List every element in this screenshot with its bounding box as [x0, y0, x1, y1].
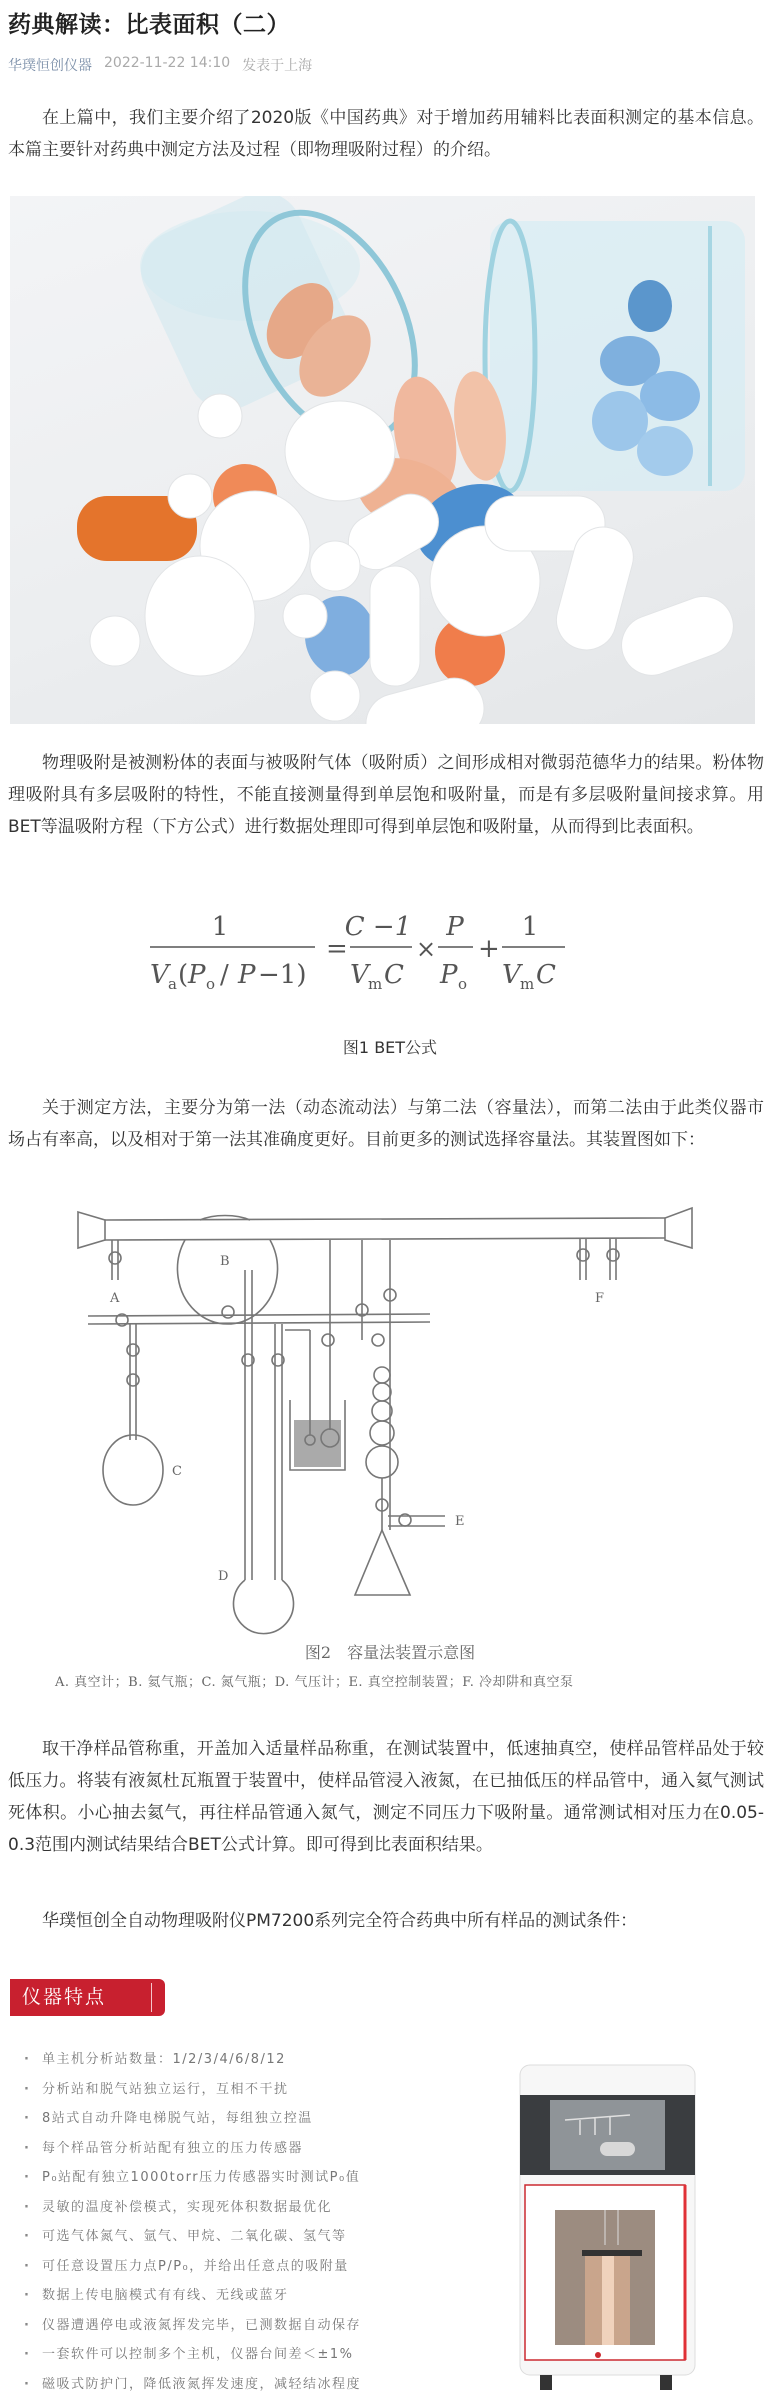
- feature-item: · 仪器遭遇停电或液氮挥发完毕，已测数据自动保存: [20, 2311, 480, 2341]
- svg-text:−1): −1): [258, 960, 306, 990]
- svg-text:P: P: [445, 912, 464, 942]
- figure2-legend: A. 真空计；B. 氦气瓶；C. 氮气瓶；D. 气压计；E. 真空控制装置；F. 冷却阱和真空泵: [55, 1671, 573, 1690]
- feature-item: · 一套软件可以控制多个主机，仪器台间差＜±1%: [20, 2340, 480, 2370]
- physisorption-analyzer-illustration: [510, 2050, 710, 2393]
- instrument-photo: [510, 2050, 710, 2393]
- feature-item: · 单主机分析站数量：1/2/3/4/6/8/12: [20, 2045, 480, 2075]
- features-banner-label: 仪器特点: [22, 1986, 106, 2008]
- procedure-paragraph: 取干净样品管称重，开盖加入适量样品称重，在测试装置中，低速抽真空，使样品管样品处于较低压力。将装有液氮杜瓦瓶置于装置中，使样品管浸入液氮，在已抽低压的样品管中，通入氦气测试死体积。小心抽去氦气，再往样品管通入氮气，测定不同压力下吸附量。通常测试相对压力在0.05-0.3范围内测试结果结合BET公式计算。即可得到比表面积结果。: [8, 1733, 764, 1861]
- method-paragraph: 关于测定方法，主要分为第一法（动态流动法）与第二法（容量法），而第二法由于此类仪器市场占有率高，以及相对于第一法其准确度更好。目前更多的测试选择容量法。其装置图如下：: [8, 1092, 764, 1156]
- svg-text:=: =: [326, 934, 348, 964]
- svg-text:V: V: [502, 960, 523, 990]
- adsorption-paragraph: 物理吸附是被测粉体的表面与被吸附气体（吸附质）之间形成相对微弱范德华力的结果。粉体物理吸附具有多层吸附的特性，不能直接测量得到单层饱和吸附量，而是有多层吸附量间接求算。用BET等温吸附方程（下方公式）进行数据处理即可得到单层饱和吸附量，从而得到比表面积。: [8, 747, 764, 843]
- feature-item: · 数据上传电脑模式有有线、无线或蓝牙: [20, 2281, 480, 2311]
- feature-item: · 8站式自动升降电梯脱气站，每组独立控温: [20, 2104, 480, 2134]
- features-banner: [10, 1979, 165, 2016]
- svg-text:A: A: [109, 1291, 120, 1306]
- svg-text:C: C: [172, 1464, 182, 1479]
- svg-text:V: V: [150, 960, 171, 990]
- svg-text:+: +: [478, 934, 500, 964]
- svg-text:P: P: [187, 960, 206, 990]
- svg-text:P: P: [237, 960, 256, 990]
- author-link[interactable]: 华璞恒创仪器: [8, 55, 92, 75]
- feature-item: · 分析站和脱气站独立运行，互相不干扰: [20, 2075, 480, 2105]
- svg-text:P: P: [439, 960, 458, 990]
- article-meta: [8, 55, 312, 75]
- svg-text:1: 1: [212, 912, 229, 942]
- publish-datetime: 2022-11-22 14:10: [104, 55, 230, 75]
- bet-formula: [130, 905, 580, 995]
- intro-paragraph: 在上篇中，我们主要介绍了2020版《中国药典》对于增加药用辅料比表面积测定的基本信息。本篇主要针对药典中测定方法及过程（即物理吸附过程）的介绍。: [8, 102, 764, 166]
- svg-text:m: m: [368, 975, 382, 993]
- svg-text:(: (: [178, 960, 188, 990]
- volumetric-apparatus-diagram: [60, 1200, 710, 1680]
- bet-equation-graphic: [130, 905, 580, 995]
- feature-item: · 灵敏的温度补偿模式，实现死体积数据最优化: [20, 2193, 480, 2223]
- feature-item: · 每个样品管分析站配有独立的压力传感器: [20, 2134, 480, 2164]
- feature-item: · 可任意设置压力点P/P₀，并给出任意点的吸附量: [20, 2252, 480, 2282]
- svg-text:C −1: C −1: [345, 912, 412, 942]
- pills-illustration: [10, 196, 755, 724]
- pills-photo: [10, 196, 755, 724]
- article-title: 药典解读：比表面积（二）: [8, 6, 290, 39]
- svg-text:m: m: [520, 975, 534, 993]
- figure2-caption: 图2 容量法装置示意图: [0, 1640, 780, 1663]
- product-paragraph: 华璞恒创全自动物理吸附仪PM7200系列完全符合药典中所有样品的测试条件：: [8, 1905, 764, 1937]
- figure1-caption: 图1 BET公式: [0, 1035, 780, 1058]
- svg-text:o: o: [458, 975, 467, 993]
- svg-text:/: /: [220, 960, 229, 990]
- svg-text:E: E: [455, 1514, 465, 1529]
- feature-item: · P₀站配有独立1000torr压力传感器实时测试P₀值: [20, 2163, 480, 2193]
- svg-text:×: ×: [416, 935, 436, 963]
- banner-notch-decoration: [151, 1983, 153, 2012]
- svg-text:C: C: [384, 960, 404, 990]
- svg-text:D: D: [218, 1569, 228, 1584]
- svg-text:o: o: [206, 975, 215, 993]
- svg-text:F: F: [595, 1291, 604, 1306]
- svg-text:C: C: [536, 960, 556, 990]
- publish-location: 发表于上海: [242, 55, 312, 75]
- svg-text:1: 1: [522, 912, 539, 942]
- feature-item: · 磁吸式防护门，降低液氮挥发速度，减轻结冰程度: [20, 2370, 480, 2399]
- svg-text:B: B: [220, 1254, 230, 1269]
- apparatus-schematic: [60, 1200, 710, 1680]
- features-list: [20, 2045, 480, 2399]
- feature-item: · 可选气体氮气、氩气、甲烷、二氧化碳、氢气等: [20, 2222, 480, 2252]
- svg-text:V: V: [350, 960, 371, 990]
- svg-text:a: a: [168, 975, 177, 993]
